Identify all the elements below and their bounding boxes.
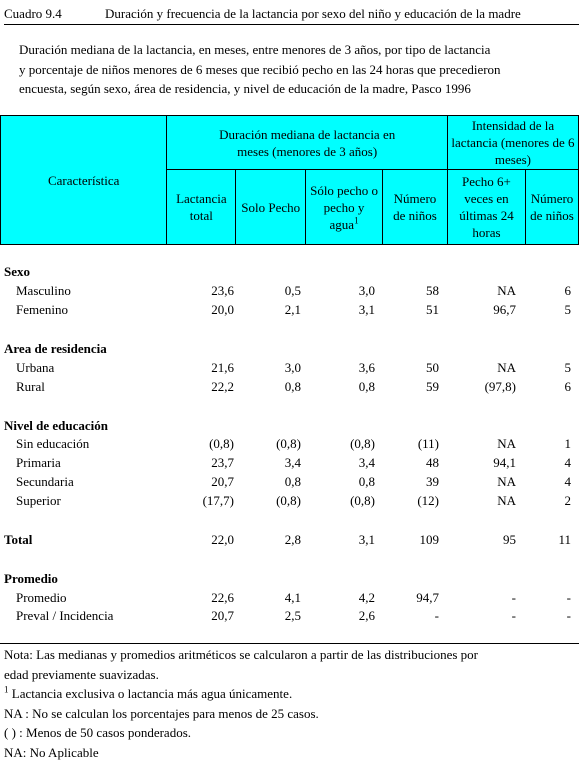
- cell-value: 11: [558, 532, 571, 548]
- cell-value: 95: [503, 532, 516, 548]
- table-row: [0, 608, 579, 627]
- cell-value: NA: [497, 474, 516, 490]
- cell-value: 22,2: [211, 379, 234, 395]
- cell-value: 6: [565, 283, 572, 299]
- cell-value: 39: [426, 474, 439, 490]
- note-na: NA : No se calculan los porcentajes para menos de 25 casos.: [4, 704, 574, 724]
- cell-value: (0,8): [276, 493, 301, 509]
- cell-value: (0,8): [350, 436, 375, 452]
- footnote-mark: 1: [354, 215, 359, 225]
- cell-value: 0,8: [285, 379, 301, 395]
- table-row: [0, 360, 579, 379]
- cell-value: 3,0: [285, 360, 301, 376]
- cell-value: 0,8: [359, 474, 375, 490]
- cell-value: 20,7: [211, 474, 234, 490]
- cell-value: NA: [497, 436, 516, 452]
- section-heading: [0, 418, 579, 437]
- cell-value: (0,8): [209, 436, 234, 452]
- cell-value: 2,1: [285, 302, 301, 318]
- subtitle-line: Duración mediana de la lactancia, en meses, entre menores de 3 años, por tipo de lactancia: [19, 40, 574, 60]
- header-col1-label: Lactancia total: [173, 190, 229, 224]
- cell-value: 21,6: [211, 360, 234, 376]
- header-col-pecho-6-veces: [447, 170, 525, 245]
- table-row: [0, 474, 579, 493]
- cell-value: -: [567, 590, 571, 606]
- header-group-intensity-label: Intensidad de la lactancia (menores de 6 meses): [449, 117, 577, 168]
- table-subtitle: [19, 40, 574, 99]
- cell-value: 23,6: [211, 283, 234, 299]
- footnote-mark: 1: [4, 685, 9, 695]
- cell-value: (11): [418, 436, 439, 452]
- cell-value: 3,4: [359, 455, 375, 471]
- cell-value: 2,5: [285, 608, 301, 624]
- cell-value: NA: [497, 283, 516, 299]
- cell-value: 23,7: [211, 455, 234, 471]
- note-line: Nota: Las medianas y promedios aritméticos se calcularon a partir de las distribuciones por: [4, 645, 574, 665]
- header-col3-text: Sólo pecho o pecho y agua: [310, 183, 378, 232]
- header-col6-label: Número de niños: [527, 190, 577, 224]
- section-heading: [0, 571, 579, 590]
- header-group-duration-label: Duración mediana de lactancia en meses (menores de 3 años): [207, 126, 407, 160]
- cell-value: NA: [497, 360, 516, 376]
- header-col-lactancia-total: [167, 170, 236, 245]
- row-label: Urbana: [16, 360, 54, 376]
- cell-value: 51: [426, 302, 439, 318]
- cell-value: (17,7): [203, 493, 234, 509]
- subtitle-line: encuesta, según sexo, área de residencia, y nivel de educación de la madre, Pasco 1996: [19, 79, 574, 99]
- note-line: edad previamente suavizadas.: [4, 665, 574, 685]
- table-bottom-rule: [0, 643, 579, 644]
- section-heading: [0, 341, 579, 360]
- cell-value: 22,0: [211, 532, 234, 548]
- row-label: Preval / Incidencia: [16, 608, 113, 624]
- section-label-sexo: Sexo: [4, 264, 30, 280]
- cell-value: 48: [426, 455, 439, 471]
- table-row: [0, 283, 579, 302]
- header-col4-label: Número de niños: [390, 190, 440, 224]
- table-row: [0, 455, 579, 474]
- cell-value: -: [512, 608, 516, 624]
- cell-value: 3,0: [359, 283, 375, 299]
- cell-value: NA: [497, 493, 516, 509]
- row-label: Femenino: [16, 302, 68, 318]
- cell-value: 109: [420, 532, 440, 548]
- table-number: Cuadro 9.4: [4, 6, 62, 22]
- header-col-numero-ninos-2: [526, 170, 579, 245]
- cell-value: 3,1: [359, 532, 375, 548]
- header-group-duration: [167, 116, 448, 170]
- row-label: Secundaria: [16, 474, 74, 490]
- row-label: Primaria: [16, 455, 61, 471]
- section-label-area: Area de residencia: [4, 341, 107, 357]
- cell-value: 4: [565, 474, 572, 490]
- cell-value: (97,8): [485, 379, 516, 395]
- cell-value: 2,6: [359, 608, 375, 624]
- cell-value: 94,7: [416, 590, 439, 606]
- cell-value: 22,6: [211, 590, 234, 606]
- cell-value: -: [435, 608, 439, 624]
- cell-value: 96,7: [493, 302, 516, 318]
- table-row: [0, 590, 579, 609]
- header-characteristic: Característica: [1, 116, 167, 245]
- cell-value: (0,8): [350, 493, 375, 509]
- table-row: [0, 302, 579, 321]
- cell-value: -: [567, 608, 571, 624]
- cell-value: 4,1: [285, 590, 301, 606]
- footnote-text: Lactancia exclusiva o lactancia más agua únicamente.: [9, 686, 293, 701]
- cell-value: 20,0: [211, 302, 234, 318]
- note-parentheses: ( ) : Menos de 50 casos ponderados.: [4, 723, 574, 743]
- row-label: Masculino: [16, 283, 71, 299]
- footnote-line: [4, 684, 574, 704]
- subtitle-line: y porcentaje de niños menores de 6 meses que recibió pecho en las 24 horas que precedieron: [19, 60, 574, 80]
- cell-value: 0,8: [285, 474, 301, 490]
- row-label: Sin educación: [16, 436, 89, 452]
- table-row: [0, 379, 579, 398]
- section-label-promedio: Promedio: [4, 571, 58, 587]
- section-heading: [0, 264, 579, 283]
- cell-value: 0,5: [285, 283, 301, 299]
- cell-value: (12): [417, 493, 439, 509]
- cell-value: 20,7: [211, 608, 234, 624]
- cell-value: 1: [565, 436, 572, 452]
- cell-value: 2: [565, 493, 572, 509]
- table-title-row: [4, 5, 579, 25]
- row-label: Superior: [16, 493, 61, 509]
- row-label: Promedio: [16, 590, 67, 606]
- header-col-solo-pecho: Solo Pecho: [236, 170, 306, 245]
- cell-value: (0,8): [276, 436, 301, 452]
- note-na-definition: NA: No Aplicable: [4, 743, 574, 762]
- header-group-intensity: [447, 116, 578, 170]
- table-header: [0, 115, 579, 245]
- cell-value: 58: [426, 283, 439, 299]
- cell-value: 3,4: [285, 455, 301, 471]
- table-notes: [4, 645, 574, 762]
- total-label: Total: [4, 532, 32, 548]
- table-row-total: [0, 532, 579, 551]
- header-col3-label: [310, 182, 378, 233]
- table-row: [0, 493, 579, 512]
- cell-value: 0,8: [359, 379, 375, 395]
- cell-value: 50: [426, 360, 439, 376]
- cell-value: 4: [565, 455, 572, 471]
- section-label-educacion: Nivel de educación: [4, 418, 108, 434]
- cell-value: 3,1: [359, 302, 375, 318]
- header-col-solo-pecho-agua: [306, 170, 383, 245]
- header-col5-label: Pecho 6+ veces en últimas 24 horas: [453, 173, 519, 241]
- table-title: Duración y frecuencia de la lactancia por sexo del niño y educación de la madre: [105, 6, 521, 22]
- cell-value: 6: [565, 379, 572, 395]
- cell-value: 94,1: [493, 455, 516, 471]
- cell-value: 5: [565, 360, 572, 376]
- header-col-numero-ninos: [383, 170, 448, 245]
- table-row: [0, 436, 579, 455]
- cell-value: 3,6: [359, 360, 375, 376]
- cell-value: 2,8: [285, 532, 301, 548]
- cell-value: 59: [426, 379, 439, 395]
- row-label: Rural: [16, 379, 45, 395]
- cell-value: -: [512, 590, 516, 606]
- cell-value: 5: [565, 302, 572, 318]
- cell-value: 4,2: [359, 590, 375, 606]
